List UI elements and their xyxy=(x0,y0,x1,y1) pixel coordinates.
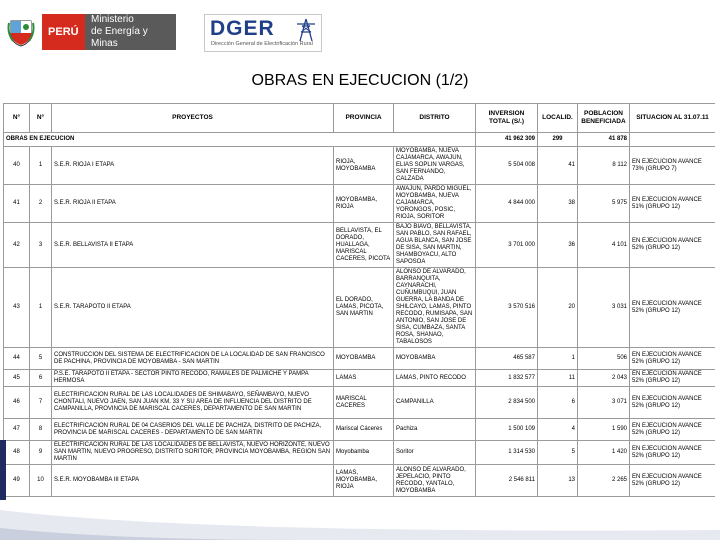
row-district: CAMPANILLA xyxy=(394,387,476,419)
row-project: ELECTRIFICACION RURAL DE 04 CASERIOS DEL VALLE DE PACHIZA, DISTRITO DE PACHIZA, PROVINCIA DE MARISCAL CACERES - DEPARTAMENTO DE SAN MARTIN xyxy=(52,419,334,441)
row-project: S.E.R. TARAPOTO II ETAPA xyxy=(52,268,334,348)
table-row xyxy=(4,387,716,419)
row-num-global: 49 xyxy=(4,465,30,497)
row-num-global: 45 xyxy=(4,370,30,387)
dger-subtitle: Dirección General de Electrificación Rural xyxy=(211,41,313,47)
side-accent-bar xyxy=(0,440,16,540)
row-district: MOYOBAMBA, NUEVA CAJAMARCA, AWAJUN, ELIAS SOPLIN VARGAS, SAN FERNANDO, CALZADA xyxy=(394,147,476,185)
row-population: 3 031 xyxy=(578,268,630,348)
row-localities: 4 xyxy=(538,419,578,441)
row-localities: 6 xyxy=(538,387,578,419)
dger-logo xyxy=(204,14,322,52)
row-province: MARISCAL CACERES xyxy=(334,387,394,419)
row-investment: 5 504 008 xyxy=(476,147,538,185)
row-investment: 2 546 811 xyxy=(476,465,538,497)
section-row xyxy=(4,133,716,147)
row-num-global: 48 xyxy=(4,441,30,465)
table-row xyxy=(4,147,716,185)
row-population: 2 043 xyxy=(578,370,630,387)
row-num-global: 40 xyxy=(4,147,30,185)
row-num-local: 5 xyxy=(30,348,52,370)
row-num-global: 44 xyxy=(4,348,30,370)
row-num-local: 10 xyxy=(30,465,52,497)
row-localities: 11 xyxy=(538,370,578,387)
col-header-province: PROVINCIA xyxy=(334,104,394,133)
row-localities: 36 xyxy=(538,223,578,268)
row-num-local: 2 xyxy=(30,185,52,223)
table-row xyxy=(4,419,716,441)
section-label: OBRAS EN EJECUCION xyxy=(4,133,476,147)
table-header-row xyxy=(4,104,716,133)
dger-wordmark: DGER xyxy=(210,17,275,40)
row-investment: 1 314 530 xyxy=(476,441,538,465)
row-status: EN EJECUCION AVANCE 52% (GRUPO 12) xyxy=(630,387,716,419)
row-num-global: 47 xyxy=(4,419,30,441)
row-num-global: 46 xyxy=(4,387,30,419)
coat-of-arms-icon xyxy=(4,15,38,49)
row-localities: 1 xyxy=(538,348,578,370)
page-title: OBRAS EN EJECUCION (1/2) xyxy=(251,72,469,89)
row-status: EN EJECUCION AVANCE 52% (GRUPO 12) xyxy=(630,268,716,348)
row-status: EN EJECUCION AVANCE 52% (GRUPO 12) xyxy=(630,348,716,370)
col-header-n2: N° xyxy=(30,104,52,133)
section-localities: 299 xyxy=(538,133,578,147)
works-table-container xyxy=(3,103,715,503)
row-population: 1 420 xyxy=(578,441,630,465)
table-row xyxy=(4,348,716,370)
row-province: RIOJA, MOYOBAMBA xyxy=(334,147,394,185)
row-project: P.S.E. TARAPOTO II ETAPA - SECTOR PINTO RECODO, RAMALES DE PALMICHE Y PAMPA HERMOSA xyxy=(52,370,334,387)
row-population: 5 975 xyxy=(578,185,630,223)
row-investment: 1 832 577 xyxy=(476,370,538,387)
row-project: ELECTRIFICACION RURAL DE LAS LOCALIDADES DE SHIMABAYO, SEÑAMBAYO, NUEVO CHONTALI, NUEVO JAEN, SAN JUAN KM. 33 Y SU AREA DE INFLUENCIA DEL DISTRITO DE CAMPANILLA, PROVINCIA DE MARISCAL CACERES, DEPARTAMENTO DE SAN MARTIN xyxy=(52,387,334,419)
section-investment: 41 962 309 xyxy=(476,133,538,147)
table-row xyxy=(4,223,716,268)
row-localities: 20 xyxy=(538,268,578,348)
section-status xyxy=(630,133,716,147)
slide-decoration xyxy=(0,500,720,540)
row-province: MOYOBAMBA xyxy=(334,348,394,370)
row-project: CONSTRUCCION DEL SISTEMA DE ELECTRIFICACION DE LA LOCALIDAD DE SAN FRANCISCO DE PACHINA, PROVINCIA DE MOYOBAMBA - SAN MARTIN xyxy=(52,348,334,370)
row-district: MOYOBAMBA xyxy=(394,348,476,370)
col-header-district: DISTRITO xyxy=(394,104,476,133)
row-population: 2 265 xyxy=(578,465,630,497)
row-province: Mariscal Cáceres xyxy=(334,419,394,441)
row-num-local: 1 xyxy=(30,147,52,185)
row-num-local: 1 xyxy=(30,268,52,348)
row-investment: 2 834 500 xyxy=(476,387,538,419)
row-district: ALONSO DE ALVARADO, JEPELACIO, PINTO RECODO, YANTALO, MOYOBAMBA xyxy=(394,465,476,497)
row-project: ELECTRIFICACION RURAL DE LAS LOCALIDADES DE BELLAVISTA, NUEVO HORIZONTE, NUEVO SAN MARTIN, NUEVO PROGRESO, DISTRITO SORITOR, PROVINCIA MOYOBAMBA, REGION SAN MARTIN xyxy=(52,441,334,465)
table-row xyxy=(4,465,716,497)
row-status: EN EJECUCION AVANCE 52% (GRUPO 12) xyxy=(630,419,716,441)
row-population: 4 101 xyxy=(578,223,630,268)
row-localities: 41 xyxy=(538,147,578,185)
row-population: 3 071 xyxy=(578,387,630,419)
row-investment: 1 500 109 xyxy=(476,419,538,441)
row-project: S.E.R. MOYOBAMBA III ETAPA xyxy=(52,465,334,497)
row-district: BAJO BIAVO, BELLAVISTA, SAN PABLO, SAN RAFAEL, AGUA BLANCA, SAN JOSE DE SISA, SAN MARTIN, SHAMBOYACU, ALTO SAPOSOA xyxy=(394,223,476,268)
row-num-local: 3 xyxy=(30,223,52,268)
row-project: S.E.R. RIOJA II ETAPA xyxy=(52,185,334,223)
col-header-population: POBLACION BENEFICIADA xyxy=(578,104,630,133)
row-province: Moyobamba xyxy=(334,441,394,465)
row-district: LAMAS, PINTO RECODO xyxy=(394,370,476,387)
row-district: AWAJUN, PARDO MIGUEL, MOYOBAMBA, NUEVA CAJAMARCA, YORONGOS, POSIC, RIOJA, SORITOR xyxy=(394,185,476,223)
row-project: S.E.R. RIOJA I ETAPA xyxy=(52,147,334,185)
power-tower-icon xyxy=(295,18,317,47)
row-investment: 4 844 000 xyxy=(476,185,538,223)
row-population: 506 xyxy=(578,348,630,370)
col-header-status: SITUACION AL 31.07.11 xyxy=(630,104,716,133)
row-investment: 3 701 000 xyxy=(476,223,538,268)
row-localities: 38 xyxy=(538,185,578,223)
row-province: LAMAS xyxy=(334,370,394,387)
table-row xyxy=(4,441,716,465)
works-table xyxy=(3,103,715,497)
row-status: EN EJECUCION AVANCE 52% (GRUPO 12) xyxy=(630,441,716,465)
row-num-global: 42 xyxy=(4,223,30,268)
row-province: MOYOBAMBA, RIOJA xyxy=(334,185,394,223)
col-header-projects: PROYECTOS xyxy=(52,104,334,133)
row-num-global: 41 xyxy=(4,185,30,223)
row-status: EN EJECUCION AVANCE 73% (GRUPO 7) xyxy=(630,147,716,185)
row-localities: 13 xyxy=(538,465,578,497)
peru-label: PERÚ xyxy=(42,14,85,50)
row-province: EL DORADO, LAMAS, PICOTA, SAN MARTIN xyxy=(334,268,394,348)
row-population: 8 112 xyxy=(578,147,630,185)
ministry-line-1: Ministerio xyxy=(91,14,134,25)
col-header-investment: INVERSION TOTAL (S/.) xyxy=(476,104,538,133)
row-num-local: 8 xyxy=(30,419,52,441)
col-header-n1: N° xyxy=(4,104,30,133)
row-district: ALONSO DE ALVARADO, BARRANQUITA, CAYNARACHI, CUÑUMBUQUI, JUAN GUERRA, LA BANDA DE SHILCAYO, LAMAS, PINTO RECODO, RUMISAPA, SAN ANTONIO, SAN JOSE DE SISA, CUMBAZA, SANTA ROSA, SHANAO, TABALOSOS xyxy=(394,268,476,348)
row-province: BELLAVISTA, EL DORADO, HUALLAGA, MARISCAL CACERES, PICOTA xyxy=(334,223,394,268)
ministry-line-2: de Energía y Minas xyxy=(91,26,148,49)
row-status: EN EJECUCION AVANCE 52% (GRUPO 12) xyxy=(630,223,716,268)
table-row xyxy=(4,185,716,223)
ministry-name xyxy=(85,14,176,50)
row-status: EN EJECUCION AVANCE 52% (GRUPO 12) xyxy=(630,370,716,387)
col-header-localities: LOCALID. xyxy=(538,104,578,133)
row-num-local: 9 xyxy=(30,441,52,465)
table-row xyxy=(4,370,716,387)
row-investment: 465 587 xyxy=(476,348,538,370)
section-population: 41 878 xyxy=(578,133,630,147)
header xyxy=(0,0,720,60)
row-status: EN EJECUCION AVANCE 52% (GRUPO 12) xyxy=(630,465,716,497)
row-num-global: 43 xyxy=(4,268,30,348)
row-num-local: 7 xyxy=(30,387,52,419)
table-row xyxy=(4,268,716,348)
row-population: 1 590 xyxy=(578,419,630,441)
row-localities: 5 xyxy=(538,441,578,465)
row-investment: 3 570 516 xyxy=(476,268,538,348)
row-num-local: 6 xyxy=(30,370,52,387)
row-status: EN EJECUCION AVANCE 51% (GRUPO 12) xyxy=(630,185,716,223)
row-province: LAMAS, MOYOBAMBA, RIOJA xyxy=(334,465,394,497)
ministry-logo xyxy=(0,14,176,50)
row-project: S.E.R. BELLAVISTA II ETAPA xyxy=(52,223,334,268)
row-district: Pachiza xyxy=(394,419,476,441)
row-district: Soritor xyxy=(394,441,476,465)
